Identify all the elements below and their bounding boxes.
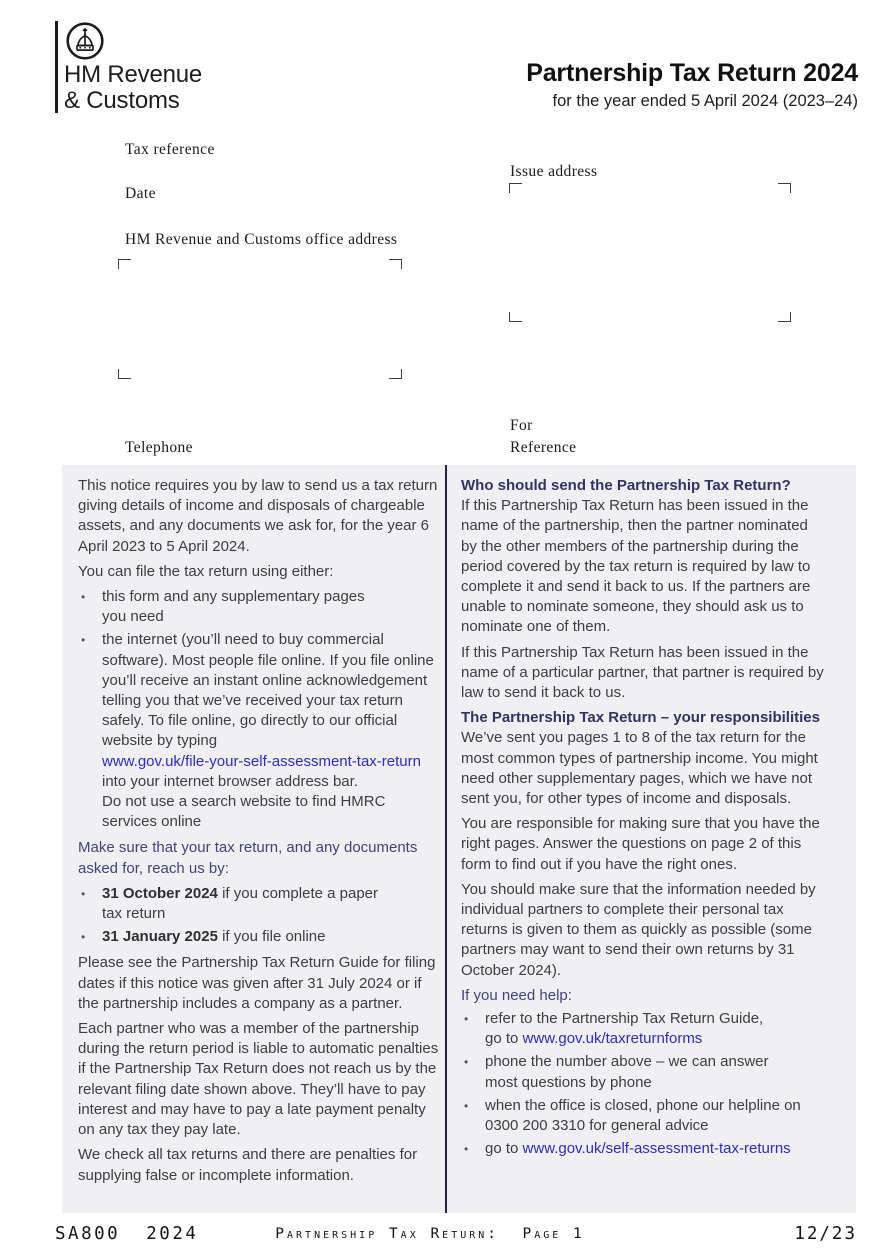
bracket-corner-icon bbox=[778, 312, 791, 322]
for-label: For bbox=[510, 417, 533, 434]
bracket-corner-icon bbox=[509, 312, 522, 322]
paragraph-legal-notice: This notice requires you by law to send us a tax return giving details of income and disposals of chargeable assets, and any documents we ask for, for the year 6 April 2023 to 5 April 2024. bbox=[78, 477, 438, 555]
bullet-icon: • bbox=[464, 1098, 469, 1113]
list-item-online-deadline bbox=[78, 927, 441, 947]
bullet-icon: • bbox=[464, 1012, 469, 1027]
paragraph-particular-partner: If this Partnership Tax Return has been issued in the name of a particular partner, that partner is required by law to send it back to us. bbox=[461, 643, 824, 702]
paragraph-penalties: Each partner who was a member of the partnership during the return period is liable to automatic penalties if the Partnership Tax Return does not reach us by the relevant filing date shown above. They’ll have to pay interest and may have to pay a late payment penalty on any tax they pay late. bbox=[78, 1020, 439, 1139]
office-address-box bbox=[118, 259, 402, 379]
list-item-paper-form bbox=[78, 587, 441, 627]
list-item-text: this form and any supplementary pages bbox=[102, 588, 365, 606]
bullet-icon: • bbox=[81, 930, 86, 945]
bracket-corner-icon bbox=[389, 259, 402, 269]
bullet-icon: • bbox=[464, 1142, 469, 1157]
link-file-your-self-assessment-tax-return[interactable]: www.gov.uk/file-your-self-assessment-tax-return bbox=[102, 752, 421, 770]
list-item-phone bbox=[461, 1052, 827, 1092]
page-title: Partnership Tax Return 2024 bbox=[526, 59, 858, 87]
footer-version: 12/23 bbox=[794, 1224, 857, 1244]
hmrc-logo-line1: HM Revenue bbox=[64, 61, 203, 88]
tax-reference-label: Tax reference bbox=[125, 141, 215, 158]
heading-your-responsibilities: The Partnership Tax Return – your responsibilities bbox=[461, 709, 820, 727]
list-item-text: most questions by phone bbox=[485, 1073, 652, 1091]
notice-right-column bbox=[461, 476, 827, 1160]
footer-page-label: Partnership Tax Return: Page 1 bbox=[275, 1226, 585, 1242]
telephone-label: Telephone bbox=[125, 439, 193, 456]
notice-panel bbox=[62, 465, 856, 1213]
bracket-corner-icon bbox=[118, 259, 131, 269]
reference-label: Reference bbox=[510, 439, 577, 456]
paragraph-checks: We check all tax returns and there are penalties for supplying false or incomplete information. bbox=[78, 1146, 418, 1184]
list-item-text: you need bbox=[102, 608, 164, 626]
column-divider bbox=[445, 465, 447, 1213]
list-item-text: Do not use a search website to find HMRC services online bbox=[102, 793, 386, 831]
paragraph-right-pages: You are responsible for making sure that you have the right pages. Answer the questions on page 2 of this form to find out if you have the right ones. bbox=[461, 815, 820, 873]
list-item-text: refer to the Partnership Tax Return Guide, bbox=[485, 1010, 764, 1028]
bracket-corner-icon bbox=[778, 183, 791, 193]
list-item-text: tax return bbox=[102, 905, 166, 923]
list-item-text: go to bbox=[485, 1030, 523, 1048]
help-intro: If you need help: bbox=[461, 986, 572, 1004]
crown-icon bbox=[65, 21, 105, 61]
issue-address-box bbox=[509, 183, 791, 322]
deadline-intro: Make sure that your tax return, and any documents asked for, reach us by: bbox=[78, 839, 418, 877]
issue-address-label: Issue address bbox=[510, 163, 598, 180]
paragraph-pages-sent: We’ve sent you pages 1 to 8 of the tax return for the most common types of partnership income. You might need other supplementary pages, which we have not sent you, for other types of income and disposals. bbox=[461, 729, 818, 808]
deadline-date: 31 October 2024 bbox=[102, 884, 218, 902]
list-item-helpline bbox=[461, 1096, 827, 1136]
list-item-text: when the office is closed, phone our helpline on 0300 200 3310 for general advice bbox=[485, 1096, 801, 1135]
list-item-paper-deadline bbox=[78, 884, 441, 924]
link-self-assessment-tax-returns[interactable]: www.gov.uk/self-assessment-tax-returns bbox=[522, 1140, 791, 1158]
list-item-text: the internet (you’ll need to buy commercial software). Most people file online. If you file online you’ll receive an instant online acknowledgement telling you that we’ve received your tax return safely. To file online, go directly to our official website by typing bbox=[102, 631, 434, 750]
bullet-icon: • bbox=[81, 633, 86, 648]
office-address-label: HM Revenue and Customs office address bbox=[125, 231, 398, 248]
list-item-guide bbox=[461, 1009, 827, 1049]
bracket-corner-icon bbox=[389, 369, 402, 379]
date-label: Date bbox=[125, 185, 156, 202]
paragraph-guide-filing-dates: Please see the Partnership Tax Return Guide for filing dates if this notice was given after 31 July 2024 or if the partnership includes a company as a partner. bbox=[78, 954, 436, 1012]
bracket-corner-icon bbox=[509, 183, 522, 193]
hmrc-logo-text bbox=[64, 62, 202, 114]
brand-vertical-rule bbox=[55, 21, 58, 113]
bullet-icon: • bbox=[81, 590, 86, 605]
bracket-corner-icon bbox=[118, 369, 131, 379]
heading-who-should-send: Who should send the Partnership Tax Return? bbox=[461, 477, 791, 494]
list-item-text: go to bbox=[485, 1140, 523, 1158]
deadline-date: 31 January 2025 bbox=[102, 928, 218, 946]
hmrc-logo-line2: & Customs bbox=[64, 87, 180, 114]
list-item-sa-website bbox=[461, 1139, 827, 1159]
list-item-text: into your internet browser address bar. bbox=[102, 772, 358, 790]
link-taxreturnforms[interactable]: www.gov.uk/taxreturnforms bbox=[522, 1030, 703, 1048]
list-item-internet bbox=[78, 630, 441, 832]
list-item-text: phone the number above – we can answer bbox=[485, 1053, 769, 1071]
list-item-text: if you file online bbox=[217, 928, 326, 946]
paragraph-nominated-partner: If this Partnership Tax Return has been issued in the name of the partnership, then the partner nominated by the other members of the partnership during the period covered by the tax return is required by law to complete it and send it back to us. If the partners are unable to nominate someone, they should ask us to nominate one of them. bbox=[461, 497, 811, 636]
notice-left-column bbox=[78, 476, 441, 1191]
paragraph-file-options: You can file the tax return using either: bbox=[78, 562, 334, 580]
footer-form-id: SA800 2024 bbox=[55, 1224, 199, 1244]
bullet-icon: • bbox=[81, 886, 86, 901]
paragraph-partner-information: You should make sure that the information needed by individual partners to complete their personal tax returns is given to them as quickly as possible (some partners may want to send their own returns by 31 October 2024). bbox=[461, 880, 816, 979]
bullet-icon: • bbox=[464, 1055, 469, 1070]
page-subtitle: for the year ended 5 April 2024 (2023–24) bbox=[552, 92, 858, 110]
list-item-text: if you complete a paper bbox=[217, 884, 378, 902]
